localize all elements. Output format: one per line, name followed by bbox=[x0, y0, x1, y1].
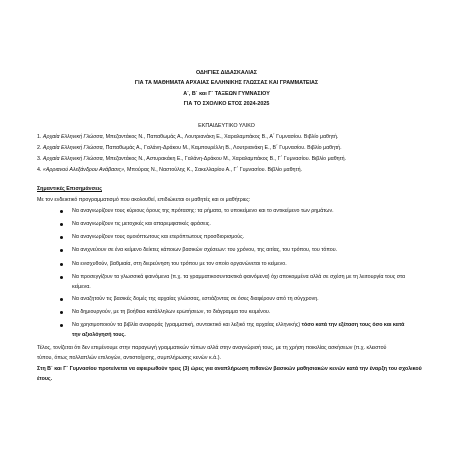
book-title: Αρχαία Ελληνική Γλώσσα, bbox=[42, 156, 105, 162]
bullet-icon bbox=[60, 223, 63, 226]
bullet-continuation: κείμενα. bbox=[72, 284, 91, 290]
closing-paragraph-2: Στη Β΄ και Γ΄ Γυμνασίου προτείνεται να αφιερωθούν τρεις (3) ώρες για αναπλήρωση πιθανών βασικών μαθησιακών κενών κατά την έναρξη του σχολικού bbox=[37, 366, 422, 372]
bullet-icon bbox=[60, 276, 63, 279]
bullet-continuation: την αξιολόγησή τους. bbox=[72, 332, 126, 338]
header-line-4: ΓΙΑ ΤΟ ΣΧΟΛΙΚΟ ΕΤΟΣ 2024-2025 bbox=[183, 101, 270, 107]
bullet-icon bbox=[60, 311, 63, 314]
book-title: «Αρριανού Αλεξάνδρου Ανάβασις», bbox=[42, 167, 126, 173]
bullet-icon bbox=[60, 263, 63, 266]
book-title: Αρχαία Ελληνική Γλώσσα, bbox=[42, 134, 105, 140]
material-item-4: 4. «Αρριανού Αλεξάνδρου Ανάβασις», Μπούρας Ν., Ναστούλης Κ., Σακελλαρίου Α., Γ΄ Γυμνασίου. Βιβλίο μαθητή. bbox=[37, 167, 302, 173]
material-item-1: 1. Αρχαία Ελληνική Γλώσσα, Μπεζαντάκος Ν., Παπαθωμάς Α., Λουτριανάκη Ε., Χαραλαμπάκος Β., Α΄ Γυμνασίου. Βιβλίο μαθητή. bbox=[37, 134, 339, 140]
bullet-icon bbox=[60, 298, 63, 301]
document-page: ΟΔΗΓΙΕΣ ΔΙΔΑΣΚΑΛΙΑΣ ΓΙΑ ΤΑ ΜΑΘΗΜΑΤΑ ΑΡΧΑΙΑΣ ΕΛΛΗΝΙΚΗΣ ΓΛΩΣΣΑΣ ΚΑΙ ΓΡΑΜΜΑΤΕΙΑΣ Α΄, Β΄ και Γ΄ ΤΑΞΕΩΝ ΓΥΜΝΑΣΙΟΥ ΓΙΑ ΤΟ ΣΧΟΛΙΚΟ ΕΤΟΣ 2024-2025 ΕΚΠΑΙΔΕΥΤΙΚΟ ΥΛΙΚΟ 1. Αρχαία Ελληνική Γλώσσα, Μπεζαντάκος Ν., Παπαθωμάς Α., Λουτριανάκη Ε., Χαραλαμπάκος Β., Α΄ Γυμνασίου. Βιβλίο μαθητή. 2. Αρχαία Ελληνική Γλώσσα, Παπαθωμάς Α., Γαλάνη-Δράκου Μ., Καμπουρέλλη Β., Λουτριανάκη Ε., Β΄ Γυμνασίου. Βιβλίο μαθητή. 3. Αρχαία Ελληνική Γλώσσα, Μπεζαντάκος Ν., Αστυρακάκη Ε., Γαλάνη-Δράκου Μ., Χαραλαμπάκος Β., Γ΄ Γυμνασίου. Βιβλίο μαθητή. 4. «Αρριανού Αλεξάνδρου Ανάβασις», Μπούρας Ν., Ναστούλης Κ., Σακελλαρίου Α., Γ΄ Γυμνασίου. Βιβλίο μαθητή. Σημαντικές Επισημάνσεις Με τον ενδεικτικό προγραμματισμό που ακολουθεί, επιδιώκεται οι μαθητές και οι μαθήτριες: Να αναγνωρίζουν τους κύριους όρους της πρότασης: τα ρήματα, το υποκείμενο και το αντικείμενο των ρημάτων. Να αναγνωρίζουν τις μετοχικές και απαρεμφατικές φράσεις. Να αναγνωρίζουν τους ομοιόπτωτους και ετερόπτωτους προσδιορισμούς. Να ανιχνεύουν σε ένα κείμενο δείκτες κάποιων βασικών σχέσεων: του χρόνου, της αιτίας, του τρόπου, του τόπου. Να ενισχυθούν, βαθμιαία, στη διερεύνηση του τρόπου με τον οποίο οργανώνεται το κείμενο. Να προσεγγίζουν τα γλωσσικά φαινόμενα (π.χ. τα γραμματικοσυντακτικά φαινόμενα) όχι αποκομμένα αλλά σε σχέση με τη λειτουργία τους στα κείμενα. Να αναζητούν τις βασικές δομές της αρχαίας γλώσσας, εστιάζοντας σε όσες διαφέρουν από τη σύγχρονη. Να δημιουργούν, με τη βοήθεια κατάλληλων ερωτήσεων, το διάγραμμα του κειμένου. Να χρησιμοποιούν τα βιβλία αναφοράς (γραμματική, συντακτικό και λεξικό της αρχαίας ελληνικής) τόσο κατά την εξέταση τους όσο και κατά την αξιολόγησή τους. Τέλος, τονίζεται ότι δεν επιμένουμε στην παραγωγή γραμματικών τύπων αλλά στην αναγνώρισή τους, με τη χρήση ποικιλίας ασκήσεων (π.χ. κλειστού τύπου, όπως πολλαπλών επιλογών, αντιστοίχισης, συμπλήρωσης κενών κ.ά.). Στη Β΄ και Γ΄ Γυμνασίου προτείνεται να αφιερωθούν τρεις (3) ώρες για αναπλήρωση πιθανών βασικών μαθησιακών κενών κατά την έναρξη του σχολικού έτους. bbox=[0, 0, 453, 453]
notes-title: Σημαντικές Επισημάνσεις bbox=[37, 186, 102, 192]
header-line-3: Α΄, Β΄ και Γ΄ ΤΑΞΕΩΝ ΓΥΜΝΑΣΙΟΥ bbox=[183, 91, 270, 97]
material-item-2: 2. Αρχαία Ελληνική Γλώσσα, Παπαθωμάς Α., Γαλάνη-Δράκου Μ., Καμπουρέλλη Β., Λουτριανάκη Ε., Β΄ Γυμνασίου. Βιβλίο μαθητή. bbox=[37, 145, 342, 151]
notes-intro: Με τον ενδεικτικό προγραμματισμό που ακολουθεί, επιδιώκεται οι μαθητές και οι μαθήτριες: bbox=[37, 197, 251, 203]
closing-paragraph-1-cont: τύπου, όπως πολλαπλών επιλογών, αντιστοίχισης, συμπλήρωσης κενών κ.ά.). bbox=[37, 355, 221, 361]
header-line-1: ΟΔΗΓΙΕΣ ΔΙΔΑΣΚΑΛΙΑΣ bbox=[195, 70, 258, 76]
bullet-icon bbox=[60, 210, 63, 213]
bullet-icon bbox=[60, 324, 63, 327]
header-line-2: ΓΙΑ ΤΑ ΜΑΘΗΜΑΤΑ ΑΡΧΑΙΑΣ ΕΛΛΗΝΙΚΗΣ ΓΛΩΣΣΑΣ ΚΑΙ ΓΡΑΜΜΑΤΕΙΑΣ bbox=[134, 80, 319, 86]
material-item-3: 3. Αρχαία Ελληνική Γλώσσα, Μπεζαντάκος Ν., Αστυρακάκη Ε., Γαλάνη-Δράκου Μ., Χαραλαμπάκος Β., Γ΄ Γυμνασίου. Βιβλίο μαθητή. bbox=[37, 156, 347, 162]
bullet-icon bbox=[60, 236, 63, 239]
closing-paragraph-2-cont: έτους. bbox=[37, 376, 53, 382]
book-title: Αρχαία Ελληνική Γλώσσα, bbox=[42, 145, 105, 151]
bullet-icon bbox=[60, 249, 63, 252]
material-title: ΕΚΠΑΙΔΕΥΤΙΚΟ ΥΛΙΚΟ bbox=[198, 123, 255, 129]
closing-paragraph-1: Τέλος, τονίζεται ότι δεν επιμένουμε στην παραγωγή γραμματικών τύπων αλλά στην αναγνώρισή τους, με τη χρήση ποικιλίας ασκήσεων (π.χ. κλειστού bbox=[37, 345, 387, 351]
